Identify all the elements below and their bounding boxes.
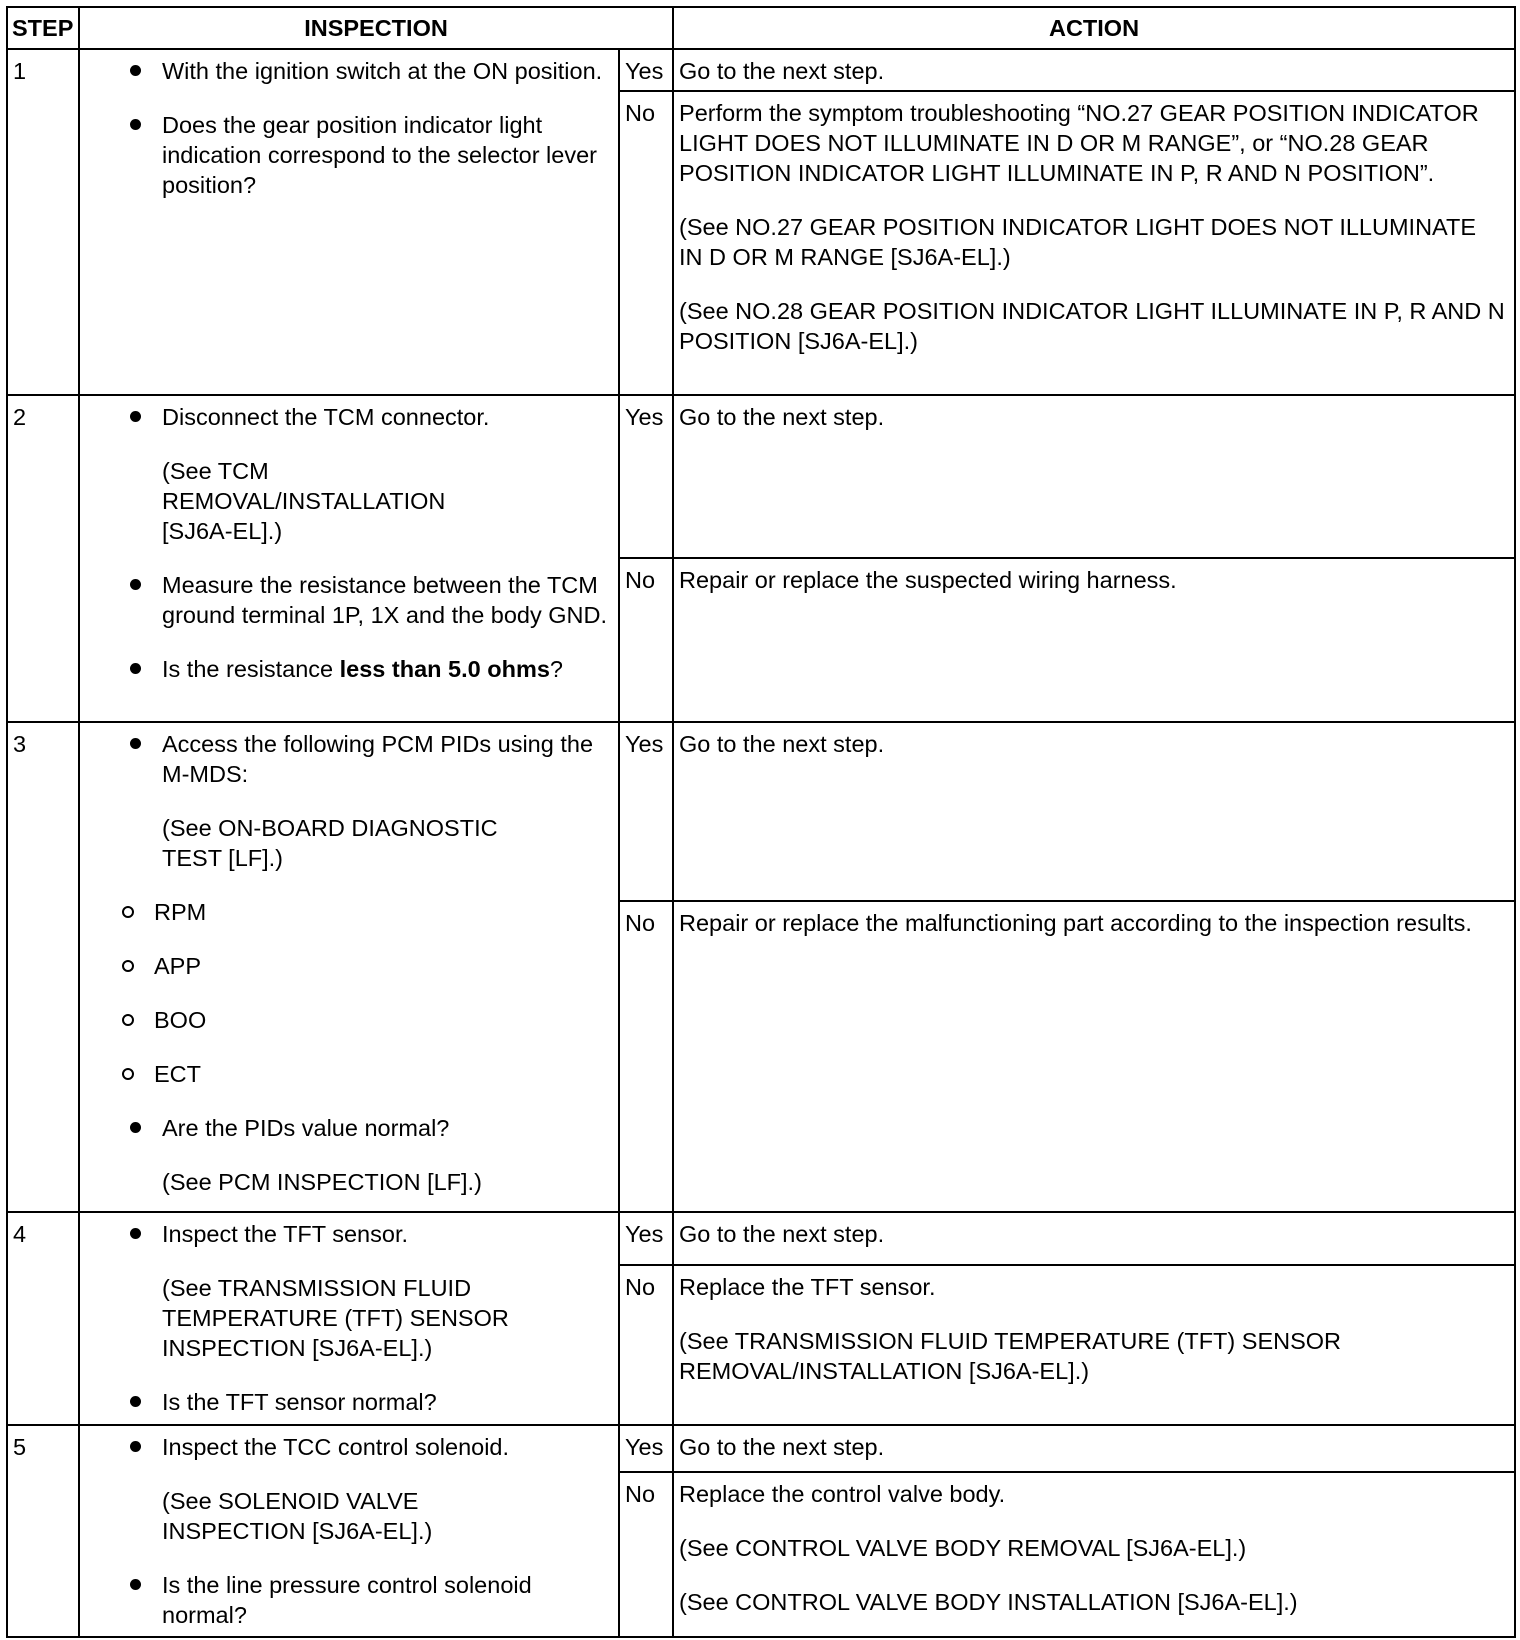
no-action-cell xyxy=(673,91,1515,395)
reference-link[interactable]: (See NO.27 GEAR POSITION INDICATOR LIGHT DOES NOT ILLUMINATE IN D OR M RANGE [SJ6A-EL].) xyxy=(679,214,1477,270)
no-label: No xyxy=(619,558,673,722)
yes-label: Yes xyxy=(619,395,673,558)
no-label: No xyxy=(619,901,673,1212)
yes-label: Yes xyxy=(619,1425,673,1472)
no-label: No xyxy=(619,91,673,395)
pid-item: ECT xyxy=(80,1059,612,1089)
step-number: 1 xyxy=(7,49,79,395)
reference-link[interactable]: (See PCM INSPECTION [LF].) xyxy=(162,1169,482,1195)
troubleshooting-table xyxy=(6,6,1516,1638)
action-text: Go to the next step. xyxy=(679,731,885,757)
pid-item: RPM xyxy=(80,897,612,927)
step-number: 5 xyxy=(7,1425,79,1637)
no-action-cell xyxy=(673,901,1515,1212)
table-row xyxy=(7,49,1515,91)
inspection-bullet: Inspect the TFT sensor. (See TRANSMISSION FLUID TEMPERATURE (TFT) SENSOR INSPECTION [SJ6A-EL].) xyxy=(80,1219,612,1363)
reference-link[interactable]: (See TCM REMOVAL/INSTALLATION [SJ6A-EL].) xyxy=(162,458,446,544)
inspection-cell xyxy=(79,722,619,1212)
inspection-bullet: Measure the resistance between the TCM ground terminal 1P, 1X and the body GND. xyxy=(80,570,612,630)
reference-link[interactable]: (See NO.28 GEAR POSITION INDICATOR LIGHT ILLUMINATE IN P, R AND N POSITION [SJ6A-EL].) xyxy=(679,298,1505,354)
action-text: Repair or replace the malfunctioning part according to the inspection results. xyxy=(679,910,1472,936)
table-row xyxy=(7,1425,1515,1472)
reference-link[interactable]: (See SOLENOID VALVE INSPECTION [SJ6A-EL].) xyxy=(162,1488,433,1544)
inspection-bullet: Is the TFT sensor normal? xyxy=(80,1387,612,1417)
pid-item: APP xyxy=(80,951,612,981)
inspection-bullet: Is the resistance less than 5.0 ohms? xyxy=(80,654,612,684)
step-number: 2 xyxy=(7,395,79,722)
action-text: Go to the next step. xyxy=(679,1434,885,1460)
reference-link[interactable]: (See TRANSMISSION FLUID TEMPERATURE (TFT) SENSOR INSPECTION [SJ6A-EL].) xyxy=(162,1275,509,1361)
action-text: Go to the next step. xyxy=(679,58,885,84)
table-row xyxy=(7,722,1515,901)
reference-link[interactable]: (See CONTROL VALVE BODY REMOVAL [SJ6A-EL].) xyxy=(679,1535,1247,1561)
inspection-bullet: Disconnect the TCM connector. (See TCM REMOVAL/INSTALLATION [SJ6A-EL].) xyxy=(80,402,612,546)
table-row xyxy=(7,1212,1515,1265)
action-text: Go to the next step. xyxy=(679,404,885,430)
action-text: Go to the next step. xyxy=(679,1221,885,1247)
inspection-bullet: With the ignition switch at the ON position. xyxy=(80,56,612,86)
yes-action-cell xyxy=(673,722,1515,901)
step-number: 4 xyxy=(7,1212,79,1425)
action-text: Replace the TFT sensor. xyxy=(679,1274,936,1300)
no-action-cell xyxy=(673,1265,1515,1425)
yes-action-cell xyxy=(673,49,1515,91)
inspection-bullet: Inspect the TCC control solenoid. (See SOLENOID VALVE INSPECTION [SJ6A-EL].) xyxy=(80,1432,612,1546)
inspection-cell xyxy=(79,1212,619,1425)
inspection-bullet: Is the line pressure control solenoid normal? xyxy=(80,1570,612,1630)
inspection-cell xyxy=(79,395,619,722)
resistance-threshold: less than 5.0 ohms xyxy=(339,656,550,682)
yes-action-cell xyxy=(673,395,1515,558)
yes-label: Yes xyxy=(619,49,673,91)
reference-link[interactable]: (See TRANSMISSION FLUID TEMPERATURE (TFT) SENSOR REMOVAL/INSTALLATION [SJ6A-EL].) xyxy=(679,1328,1342,1384)
no-action-cell xyxy=(673,1472,1515,1637)
no-label: No xyxy=(619,1472,673,1637)
yes-action-cell xyxy=(673,1425,1515,1472)
reference-link[interactable]: (See CONTROL VALVE BODY INSTALLATION [SJ6A-EL].) xyxy=(679,1589,1298,1615)
reference-link[interactable]: (See ON-BOARD DIAGNOSTIC TEST [LF].) xyxy=(162,815,498,871)
yes-action-cell xyxy=(673,1212,1515,1265)
table-row xyxy=(7,395,1515,558)
yes-label: Yes xyxy=(619,722,673,901)
inspection-bullet: Are the PIDs value normal? (See PCM INSPECTION [LF].) xyxy=(80,1113,612,1197)
table-header-row xyxy=(7,7,1515,49)
troubleshooting-document xyxy=(6,6,1514,1636)
step-number: 3 xyxy=(7,722,79,1212)
inspection-bullet: Does the gear position indicator light indication correspond to the selector lever position? xyxy=(80,110,612,200)
pid-list xyxy=(80,897,612,1089)
action-text: Perform the symptom troubleshooting “NO.27 GEAR POSITION INDICATOR LIGHT DOES NOT ILLUMINATE IN D OR M RANGE”, or “NO.28 GEAR POSITION INDICATOR LIGHT ILLUMINATE IN P, R AND N POSITION”. xyxy=(679,100,1479,186)
inspection-bullet: Access the following PCM PIDs using the M-MDS: (See ON-BOARD DIAGNOSTIC TEST [LF].) RPM APP BOO ECT xyxy=(80,729,612,1089)
pid-item: BOO xyxy=(80,1005,612,1035)
inspection-cell xyxy=(79,1425,619,1637)
no-action-cell xyxy=(673,558,1515,722)
action-text: Repair or replace the suspected wiring harness. xyxy=(679,567,1177,593)
inspection-cell xyxy=(79,49,619,395)
yes-label: Yes xyxy=(619,1212,673,1265)
action-text: Replace the control valve body. xyxy=(679,1481,1006,1507)
no-label: No xyxy=(619,1265,673,1425)
step-column-header: STEP xyxy=(7,7,79,49)
action-column-header: ACTION xyxy=(673,7,1515,49)
inspection-column-header: INSPECTION xyxy=(79,7,673,49)
